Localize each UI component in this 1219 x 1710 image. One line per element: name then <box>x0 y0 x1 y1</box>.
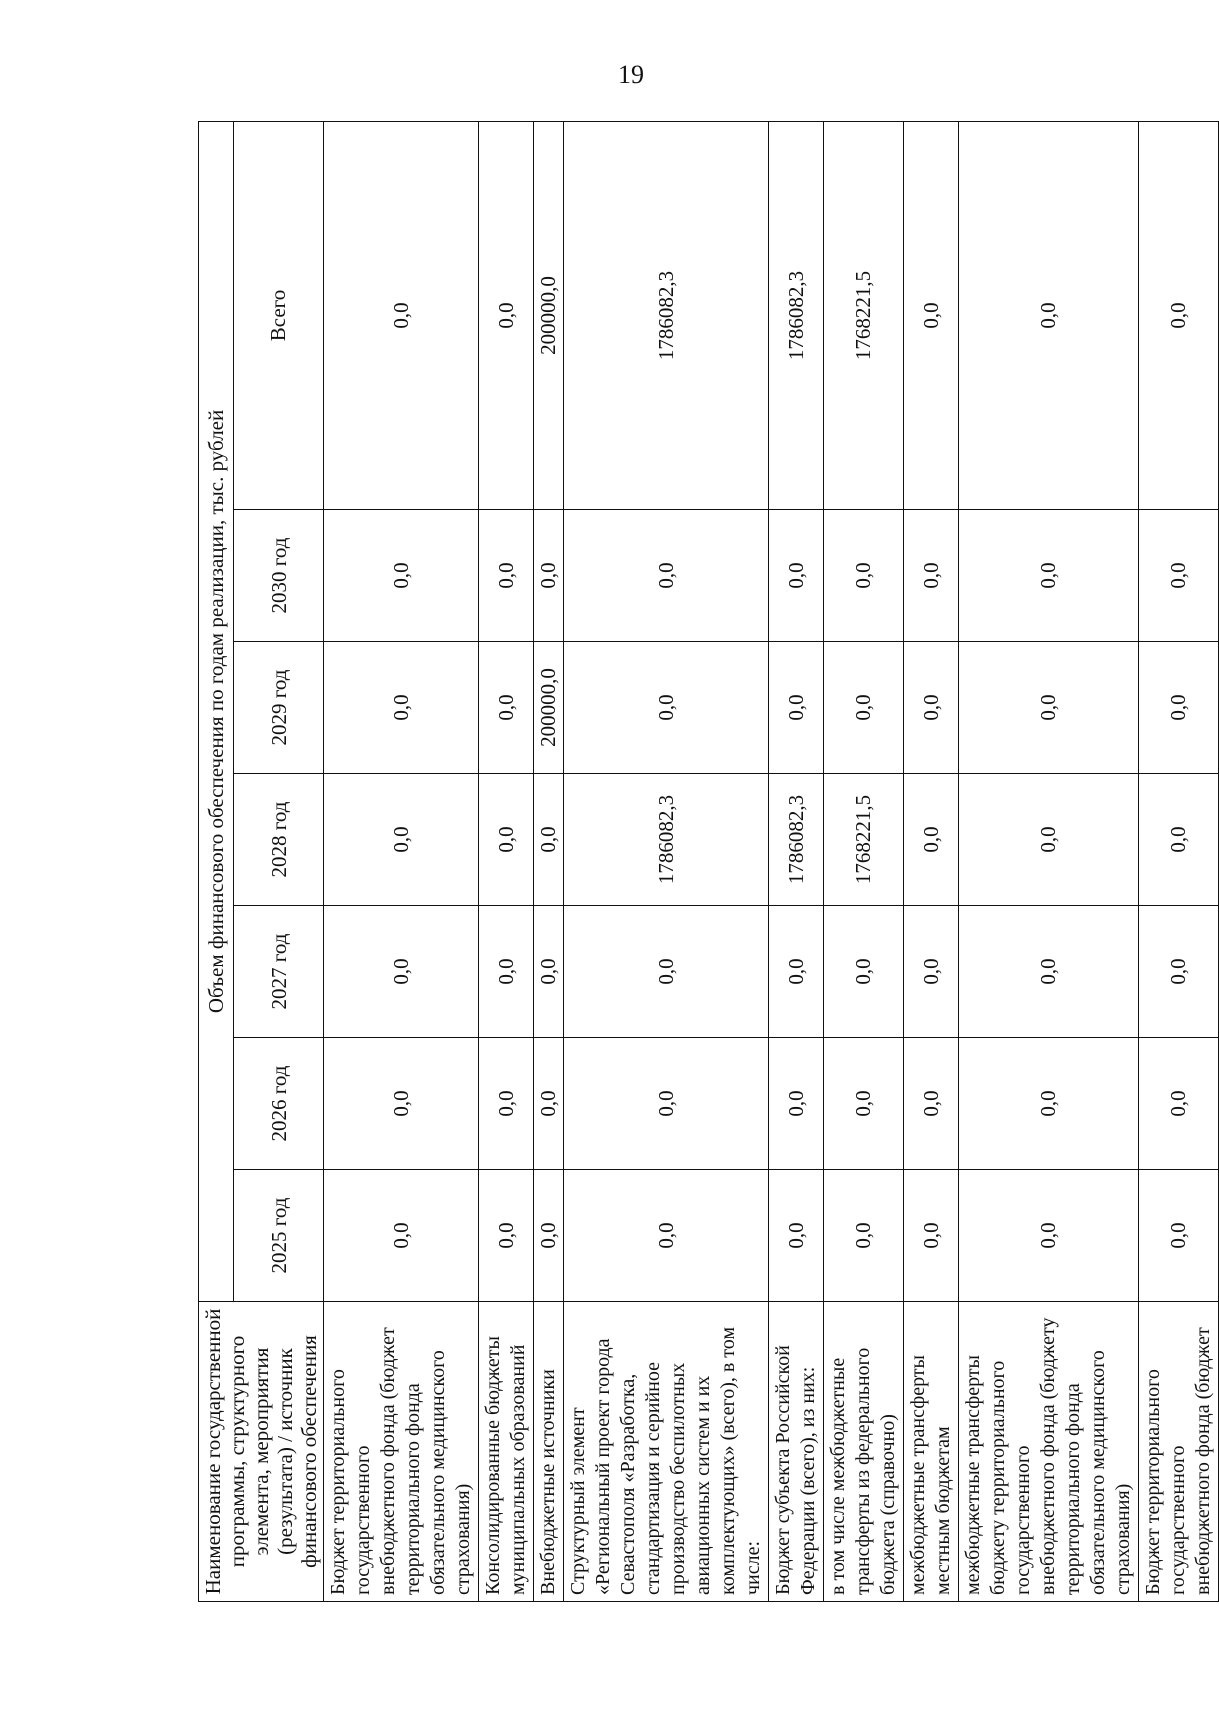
row-source-name: в том числе межбюджетные трансферты из федерального бюджета (справочно) <box>824 1302 904 1602</box>
year-value-cell: 0,0 <box>959 1038 1139 1170</box>
total-value-cell: 0,0 <box>959 121 1139 509</box>
year-value-cell: 0,0 <box>479 642 534 774</box>
year-value-cell: 0,0 <box>959 774 1139 906</box>
page-number: 19 <box>618 60 644 89</box>
table-row <box>824 121 904 1601</box>
year-value-cell: 0,0 <box>959 510 1139 642</box>
total-value-cell: 1768221,5 <box>824 121 904 509</box>
table-row <box>1139 121 1219 1601</box>
year-value-cell: 0,0 <box>904 642 959 774</box>
year-value-cell: 0,0 <box>564 1170 769 1302</box>
year-value-cell: 0,0 <box>824 1038 904 1170</box>
year-value-cell: 0,0 <box>324 906 479 1038</box>
year-value-cell: 0,0 <box>904 1170 959 1302</box>
row-source-name: Бюджет территориального государственного внебюджетного фонда (бюджет территориального фонда обязательного медицинского страхования) <box>324 1302 479 1602</box>
table-header-row <box>199 121 234 1601</box>
year-value-cell: 0,0 <box>824 642 904 774</box>
year-value-cell: 1786082,3 <box>564 774 769 906</box>
year-value-cell: 0,0 <box>479 906 534 1038</box>
year-value-cell: 0,0 <box>324 642 479 774</box>
year-value-cell: 0,0 <box>1139 774 1219 906</box>
header-year: 2028 год <box>234 774 324 906</box>
table-row <box>904 121 959 1601</box>
row-source-name: межбюджетные трансферты местным бюджетам <box>904 1302 959 1602</box>
header-year: 2027 год <box>234 906 324 1038</box>
year-value-cell: 0,0 <box>534 906 564 1038</box>
header-total: Всего <box>234 121 324 509</box>
financing-table <box>198 121 1219 1602</box>
table-row <box>534 121 564 1601</box>
year-value-cell: 0,0 <box>904 1038 959 1170</box>
year-value-cell: 0,0 <box>564 510 769 642</box>
year-value-cell: 0,0 <box>1139 510 1219 642</box>
year-value-cell: 0,0 <box>769 510 824 642</box>
year-value-cell: 0,0 <box>324 1038 479 1170</box>
year-value-cell: 1768221,5 <box>824 774 904 906</box>
year-value-cell: 0,0 <box>769 1170 824 1302</box>
total-value-cell: 0,0 <box>1139 121 1219 509</box>
table-row <box>324 121 479 1601</box>
year-value-cell: 0,0 <box>534 774 564 906</box>
year-value-cell: 0,0 <box>564 906 769 1038</box>
table-row <box>769 121 824 1601</box>
header-name-column: Наименование государственной программы, структурного элемента, мероприятия (результата) / источник финансового обеспечения <box>199 1302 324 1602</box>
year-value-cell: 0,0 <box>1139 906 1219 1038</box>
year-value-cell: 0,0 <box>479 1170 534 1302</box>
year-value-cell: 0,0 <box>479 1038 534 1170</box>
year-value-cell: 0,0 <box>824 510 904 642</box>
total-value-cell: 200000,0 <box>534 121 564 509</box>
total-value-cell: 0,0 <box>479 121 534 509</box>
row-source-name: Бюджет субъекта Российской Федерации (всего), из них: <box>769 1302 824 1602</box>
row-source-name: Структурный элемент «Региональный проект города Севастополя «Разработка, стандартизация и серийное производство беспилотных авиационных систем и их комплектующих» (всего), в том числе: <box>564 1302 769 1602</box>
year-value-cell: 0,0 <box>959 906 1139 1038</box>
year-value-cell: 0,0 <box>769 1038 824 1170</box>
year-value-cell: 0,0 <box>824 906 904 1038</box>
row-source-name: Бюджет территориального государственного внебюджетного фонда (бюджет <box>1139 1302 1219 1602</box>
year-value-cell: 0,0 <box>479 774 534 906</box>
year-value-cell: 0,0 <box>534 510 564 642</box>
row-source-name: межбюджетные трансферты бюджету территориального государственного внебюджетного фонда (бюджету территориального фонда обязательного медицинского страхования) <box>959 1302 1139 1602</box>
year-value-cell: 0,0 <box>769 906 824 1038</box>
row-source-name: Внебюджетные источники <box>534 1302 564 1602</box>
year-value-cell: 0,0 <box>324 510 479 642</box>
header-financing-group: Объем финансового обеспечения по годам реализации, тыс. рублей <box>199 121 234 1301</box>
year-value-cell: 0,0 <box>1139 1170 1219 1302</box>
year-value-cell: 0,0 <box>904 510 959 642</box>
year-value-cell: 0,0 <box>564 1038 769 1170</box>
total-value-cell: 0,0 <box>904 121 959 509</box>
year-value-cell: 0,0 <box>769 642 824 774</box>
year-value-cell: 0,0 <box>904 906 959 1038</box>
total-value-cell: 0,0 <box>324 121 479 509</box>
year-value-cell: 0,0 <box>324 774 479 906</box>
header-year: 2030 год <box>234 510 324 642</box>
table-row <box>959 121 1139 1601</box>
header-year: 2026 год <box>234 1038 324 1170</box>
year-value-cell: 0,0 <box>959 1170 1139 1302</box>
year-value-cell: 1786082,3 <box>769 774 824 906</box>
year-value-cell: 0,0 <box>824 1170 904 1302</box>
year-value-cell: 0,0 <box>479 510 534 642</box>
rotated-table-wrapper <box>198 122 1214 1602</box>
year-value-cell: 0,0 <box>534 1038 564 1170</box>
row-source-name: Консолидированные бюджеты муниципальных образований <box>479 1302 534 1602</box>
header-year: 2029 год <box>234 642 324 774</box>
year-value-cell: 0,0 <box>904 774 959 906</box>
year-value-cell: 0,0 <box>1139 1038 1219 1170</box>
table-row <box>479 121 534 1601</box>
year-value-cell: 200000,0 <box>534 642 564 774</box>
header-year: 2025 год <box>234 1170 324 1302</box>
table-row <box>564 121 769 1601</box>
year-value-cell: 0,0 <box>534 1170 564 1302</box>
year-value-cell: 0,0 <box>564 642 769 774</box>
year-value-cell: 0,0 <box>959 642 1139 774</box>
year-value-cell: 0,0 <box>1139 642 1219 774</box>
year-value-cell: 0,0 <box>324 1170 479 1302</box>
total-value-cell: 1786082,3 <box>564 121 769 509</box>
total-value-cell: 1786082,3 <box>769 121 824 509</box>
